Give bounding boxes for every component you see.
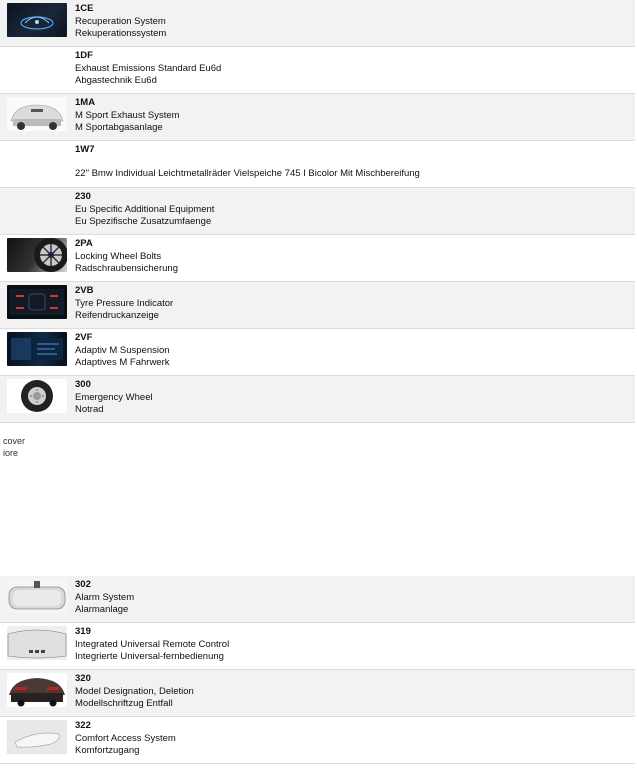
truncated-side-text: [3, 435, 25, 459]
remote-control-icon: [7, 626, 67, 660]
option-name-de: Modellschriftzug Entfall: [75, 698, 173, 709]
side-text-line: cover: [3, 436, 26, 446]
option-code: 302: [75, 579, 91, 590]
door-handle-icon: [7, 720, 67, 754]
option-name-en: Locking Wheel Bolts: [75, 250, 162, 262]
option-row-2vb[interactable]: [0, 282, 635, 329]
wheel-icon: [7, 238, 67, 272]
option-name-en: Adaptiv M Suspension: [75, 344, 170, 356]
dashboard-display-icon: [7, 3, 67, 37]
option-name-en: [75, 157, 420, 168]
option-code: 1CE: [75, 3, 94, 14]
option-name-de: Komfortzugang: [75, 745, 140, 756]
option-code: 230: [75, 191, 91, 202]
option-name-en: Recuperation System: [75, 15, 166, 27]
option-code: 1MA: [75, 97, 96, 108]
option-name-en: Integrated Universal Remote Control: [75, 638, 230, 650]
options-list-bottom: [0, 576, 635, 764]
option-code: 2PA: [75, 238, 93, 249]
option-row-1ma[interactable]: [0, 94, 635, 141]
option-name-en: Exhaust Emissions Standard Eu6d: [75, 62, 222, 74]
spare-wheel-icon: [7, 379, 67, 413]
option-name-de: Rekuperationssystem: [75, 28, 167, 39]
option-code: 2VF: [75, 332, 93, 343]
option-code: 1DF: [75, 50, 93, 61]
option-name-de: Radschraubensicherung: [75, 263, 178, 274]
option-row-300[interactable]: [0, 376, 635, 423]
option-code: 1W7: [75, 144, 95, 155]
tyre-pressure-screen-icon: [7, 285, 67, 319]
side-text-line: iore: [3, 448, 19, 458]
option-row-2vf[interactable]: [0, 329, 635, 376]
car-rear-dark-icon: [7, 673, 67, 707]
option-name-en: Tyre Pressure Indicator: [75, 297, 174, 309]
car-rear-icon: [7, 97, 67, 131]
option-name-de: 22" Bmw Individual Leichtmetallräder Vielspeiche 745 I Bicolor Mit Mischbereifung: [75, 167, 420, 179]
option-name-de: Alarmanlage: [75, 604, 129, 615]
option-name-en: Model Designation, Deletion: [75, 685, 194, 697]
option-name-en: Eu Specific Additional Equipment: [75, 203, 215, 215]
option-name-en: Comfort Access System: [75, 732, 176, 744]
option-name-en: Emergency Wheel: [75, 391, 153, 403]
option-name-en: Alarm System: [75, 591, 135, 603]
option-row-322[interactable]: [0, 717, 635, 764]
option-code: 322: [75, 720, 91, 731]
option-name-de: Adaptives M Fahrwerk: [75, 357, 170, 368]
rearview-mirror-icon: [7, 579, 67, 613]
option-code: 2VB: [75, 285, 94, 296]
option-name-de: Abgastechnik Eu6d: [75, 75, 157, 86]
option-code: 300: [75, 379, 91, 390]
option-row-319[interactable]: [0, 623, 635, 670]
option-row-230[interactable]: [0, 188, 635, 235]
option-name-de: Notrad: [75, 404, 104, 415]
option-name-de: Reifendruckanzeige: [75, 310, 159, 321]
option-code: 319: [75, 626, 91, 637]
option-row-1ce[interactable]: [0, 0, 635, 47]
option-row-1df[interactable]: [0, 47, 635, 94]
suspension-screen-icon: [7, 332, 67, 366]
option-name-de: Eu Spezifische Zusatzumfaenge: [75, 216, 212, 227]
option-code: 320: [75, 673, 91, 684]
option-row-1w7[interactable]: [0, 141, 635, 188]
option-row-2pa[interactable]: [0, 235, 635, 282]
option-row-302[interactable]: [0, 576, 635, 623]
option-name-de: Integrierte Universal-fernbedienung: [75, 651, 224, 662]
option-row-320[interactable]: [0, 670, 635, 717]
option-name-de: M Sportabgasanlage: [75, 122, 163, 133]
option-name-en: M Sport Exhaust System: [75, 109, 180, 121]
